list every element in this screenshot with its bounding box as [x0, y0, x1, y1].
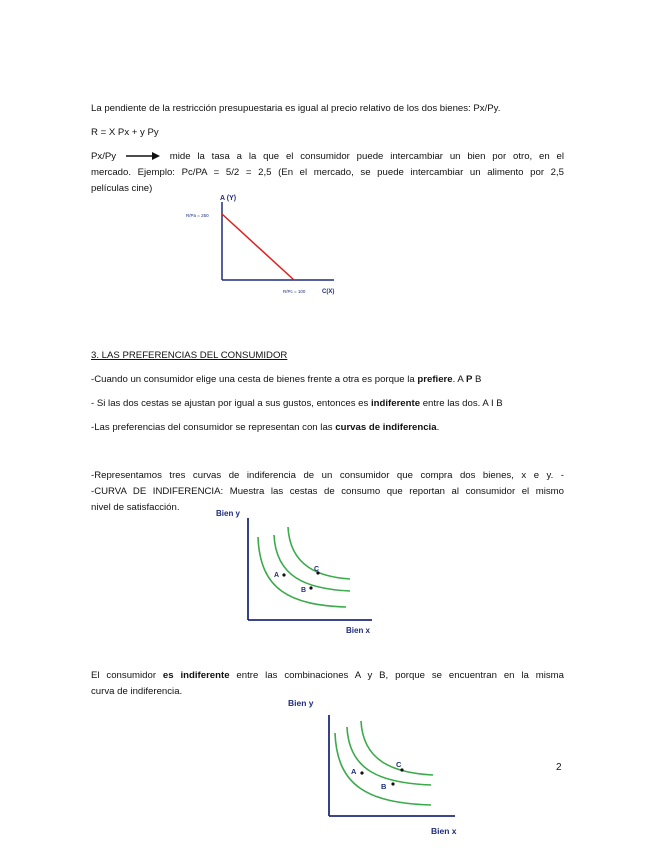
relative-price-line-2: mercado. Ejemplo: Pc/PA = 5/2 = 2,5 (En el mercado, se puede intercambiar un alimento por 2,5	[91, 167, 564, 178]
chart2-x-label: Bien x	[431, 826, 457, 836]
chart1-y-label: Bien y	[216, 509, 241, 518]
chart2-label-b: B	[381, 782, 387, 791]
chart1-point-a	[282, 573, 285, 576]
chart1-label-c: C	[314, 566, 320, 573]
budget-equation: R = X Px + y Py	[91, 127, 159, 138]
page-number: 2	[556, 762, 562, 773]
indifference-curves-chart-2	[285, 695, 465, 840]
budget-x-axis-label: C(X)	[322, 289, 335, 295]
preference-bullet-1: -Cuando un consumidor elige una cesta de bienes frente a otra es porque la prefiere. A P B	[91, 374, 482, 385]
preference-bullet-3: -Las preferencias del consumidor se representan con las curvas de indiferencia.	[91, 422, 440, 433]
indifference-intro-line-1: -Representamos tres curvas de indiferencia de un consumidor que compra dos bienes, x e y. -	[91, 470, 564, 481]
chart1-point-b	[309, 586, 312, 589]
budget-x-intercept-label: R/Pc = 100	[283, 289, 306, 294]
indifferent-paragraph-line-1: El consumidor es indiferente entre las combinaciones A y B, porque se encuentran en la misma	[91, 670, 564, 681]
chart1-indifference-curve-low	[258, 537, 346, 607]
chart1-indifference-curve-mid	[274, 535, 350, 591]
chart1-label-a: A	[274, 572, 280, 579]
budget-line	[222, 214, 294, 280]
budget-slope-paragraph: La pendiente de la restricción presupuestaria es igual al precio relativo de los dos bienes: Px/Py.	[91, 103, 501, 114]
indifferent-paragraph-line-2: curva de indiferencia.	[91, 686, 183, 697]
chart2-point-b	[391, 782, 394, 785]
chart2-label-c: C	[396, 760, 402, 769]
relative-price-ratio: Px/Py	[91, 151, 117, 162]
relative-price-description: mide la tasa a la que el consumidor puede intercambiar un bien por otro, en el	[169, 151, 565, 162]
budget-y-axis-label: A (Y)	[220, 195, 237, 202]
chart2-y-label: Bien y	[288, 698, 314, 708]
preference-bullet-2: - Si las dos cestas se ajustan por igual a sus gustos, entonces es indiferente entre las dos. A I B	[91, 398, 503, 409]
chart1-x-label: Bien x	[346, 626, 371, 635]
chart1-label-b: B	[301, 587, 307, 594]
right-arrow-icon	[126, 152, 160, 160]
relative-price-line-3: películas cine)	[91, 183, 153, 194]
chart2-indifference-curve-mid	[347, 727, 431, 785]
indifference-definition-line-1: -CURVA DE INDIFERENCIA: Muestra las cestas de consumo que reportan al consumidor el mismo	[91, 486, 564, 497]
indifference-curves-chart-1	[210, 505, 390, 640]
chart2-point-a	[360, 771, 363, 774]
relative-price-line-1	[91, 149, 564, 165]
section-heading-preferences: 3. LAS PREFERENCIAS DEL CONSUMIDOR	[91, 350, 288, 361]
budget-y-intercept-label: R/Pa = 250	[186, 213, 209, 218]
indifference-definition-line-2: nivel de satisfacción.	[91, 502, 180, 513]
chart2-label-a: A	[351, 767, 357, 776]
budget-constraint-chart	[180, 190, 350, 302]
